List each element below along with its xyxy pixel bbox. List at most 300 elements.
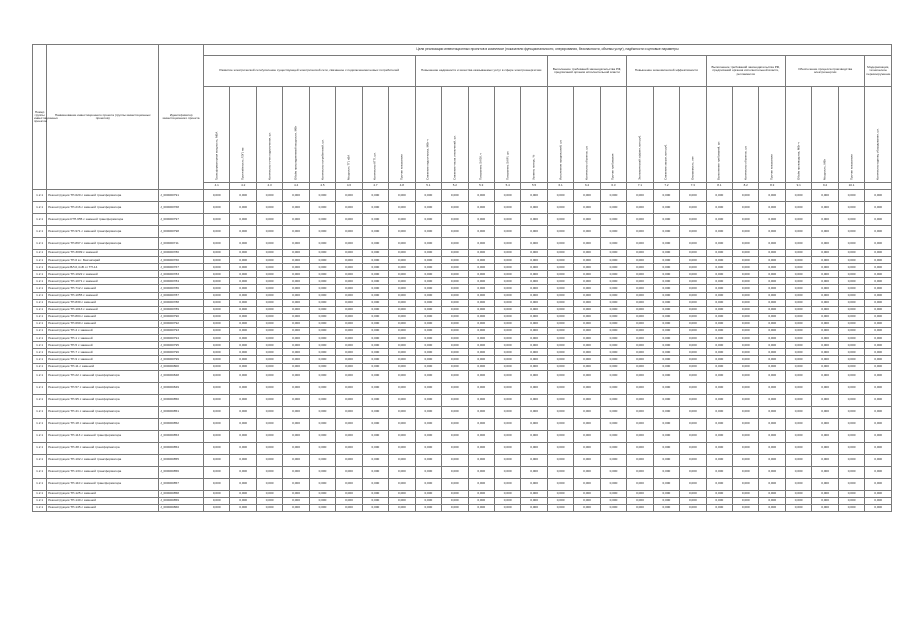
indicator-value: 0,000: [838, 313, 864, 320]
project-name: Реконструкция ТП-41 с заменой трансформатора: [47, 406, 159, 418]
indicator-value: 0,000: [627, 356, 653, 363]
project-name: Реконструкция ТП-3009 с заменой: [47, 250, 159, 257]
indicator-value: 0,000: [309, 320, 335, 327]
indicator-header: [336, 87, 362, 183]
indicator-value: 0,000: [283, 349, 309, 356]
indicator-value: 0,000: [203, 278, 229, 285]
indicator-value: 0,000: [230, 490, 256, 497]
indicator-value: 0,000: [865, 320, 892, 327]
indicator-value: 0,000: [494, 328, 520, 335]
indicator-value: 0,000: [547, 271, 573, 278]
indicator-value: 0,000: [680, 466, 706, 478]
row-number: 1.2.1: [33, 292, 47, 299]
indicator-value: 0,000: [389, 442, 415, 454]
indicator-value: 0,000: [494, 363, 520, 370]
indicator-value: 0,000: [309, 278, 335, 285]
indicator-value: 0,000: [283, 394, 309, 406]
indicator-header: [415, 87, 441, 183]
indicator-value: 0,000: [415, 342, 441, 349]
indicator-value: 0,000: [812, 299, 838, 306]
indicator-value: 0,000: [389, 335, 415, 342]
indicator-value: 0,000: [785, 430, 811, 442]
indicator-value: 0,000: [230, 497, 256, 504]
indicator-value: 0,000: [203, 202, 229, 214]
indicator-value: 0,000: [759, 335, 785, 342]
indicator-value: 0,000: [733, 363, 759, 370]
indicator-value: 0,000: [812, 382, 838, 394]
indicator-value: 0,000: [785, 313, 811, 320]
table-row: [33, 442, 892, 454]
indicator-value: 0,000: [415, 370, 441, 382]
row-number: 1.2.1: [33, 214, 47, 226]
indicator-header-text: Снижение затрат, млн руб.: [663, 143, 668, 180]
indicator-value: 0,000: [547, 257, 573, 264]
project-id: J_000000768: [159, 202, 204, 214]
indicator-value: 0,000: [309, 349, 335, 356]
indicator-value: 0,000: [785, 466, 811, 478]
indicator-value: 0,000: [785, 356, 811, 363]
indicator-value: 0,000: [230, 226, 256, 238]
indicator-value: 0,000: [230, 202, 256, 214]
table-row: [33, 328, 892, 335]
indicator-value: 0,000: [733, 190, 759, 202]
indicator-value: 0,000: [309, 190, 335, 202]
indicator-value: 0,000: [733, 306, 759, 313]
indicator-value: 0,000: [759, 349, 785, 356]
indicator-value: 0,000: [547, 356, 573, 363]
indicator-value: 0,000: [494, 202, 520, 214]
indicator-value: 0,000: [442, 335, 468, 342]
indicator-value: 0,000: [838, 490, 864, 497]
indicator-header-text: Количество объектов, шт.: [743, 145, 748, 180]
row-number: 1.2.1: [33, 363, 47, 370]
indicator-value: 0,000: [442, 264, 468, 271]
indicator-value: 0,000: [203, 335, 229, 342]
column-number: 5.2: [442, 183, 468, 190]
indicator-value: 0,000: [627, 306, 653, 313]
indicator-value: 0,000: [336, 478, 362, 490]
table-row: [33, 430, 892, 442]
table-row: [33, 238, 892, 250]
indicator-value: 0,000: [230, 250, 256, 257]
indicator-value: 0,000: [680, 257, 706, 264]
indicator-value: 0,000: [283, 292, 309, 299]
table-row: [33, 342, 892, 349]
indicator-value: 0,000: [415, 406, 441, 418]
indicator-value: 0,000: [442, 478, 468, 490]
indicator-value: 0,000: [680, 238, 706, 250]
indicator-value: 0,000: [230, 299, 256, 306]
indicator-value: 0,000: [680, 264, 706, 271]
indicator-value: 0,000: [812, 226, 838, 238]
indicator-value: 0,000: [627, 299, 653, 306]
indicator-value: 0,000: [547, 466, 573, 478]
indicator-value: 0,000: [336, 349, 362, 356]
indicator-value: 0,000: [547, 504, 573, 511]
indicator-value: 0,000: [627, 454, 653, 466]
indicator-value: 0,000: [415, 430, 441, 442]
indicator-value: 0,000: [574, 299, 600, 306]
indicator-value: 0,000: [653, 356, 679, 363]
indicator-value: 0,000: [785, 454, 811, 466]
indicator-value: 0,000: [785, 335, 811, 342]
indicator-value: 0,000: [521, 382, 547, 394]
indicator-value: 0,000: [230, 278, 256, 285]
indicator-value: 0,000: [653, 406, 679, 418]
indicator-value: 0,000: [838, 320, 864, 327]
indicator-value: 0,000: [389, 264, 415, 271]
indicator-value: 0,000: [362, 313, 388, 320]
indicator-value: 0,000: [759, 328, 785, 335]
indicator-value: 0,000: [600, 190, 626, 202]
indicator-value: 0,000: [653, 306, 679, 313]
indicator-value: 0,000: [494, 250, 520, 257]
indicator-value: 0,000: [838, 363, 864, 370]
indicator-value: 0,000: [812, 238, 838, 250]
indicator-value: 0,000: [680, 430, 706, 442]
indicator-value: 0,000: [680, 278, 706, 285]
indicator-value: 0,000: [838, 370, 864, 382]
project-name: Реконструкция ТП-1071 с заменой: [47, 278, 159, 285]
indicator-value: 0,000: [812, 264, 838, 271]
indicator-value: 0,000: [759, 363, 785, 370]
indicator-value: 0,000: [468, 466, 494, 478]
indicator-value: 0,000: [521, 442, 547, 454]
indicator-value: 0,000: [680, 320, 706, 327]
indicator-value: 0,000: [680, 490, 706, 497]
project-name: Реконструкция ТП-6 в г. Бахчисарай: [47, 257, 159, 264]
indicator-value: 0,000: [521, 394, 547, 406]
indicator-value: 0,000: [521, 292, 547, 299]
indicator-value: 0,000: [627, 394, 653, 406]
indicator-value: 0,000: [256, 335, 282, 342]
indicator-value: 0,000: [600, 271, 626, 278]
row-number: 1.2.1: [33, 442, 47, 454]
indicator-value: 0,000: [494, 490, 520, 497]
group-header: Выполнение требований законодательства РФ, предписаний органов исполнительной власти, регламентов: [706, 56, 785, 87]
indicator-header-text: Показатель SAIDI, ч: [478, 153, 483, 180]
indicator-value: 0,000: [203, 454, 229, 466]
indicator-value: 0,000: [574, 190, 600, 202]
project-name: Реконструкция ТП-1013 с заменой: [47, 306, 159, 313]
indicator-header: [230, 87, 256, 183]
indicator-value: 0,000: [759, 285, 785, 292]
indicator-value: 0,000: [521, 335, 547, 342]
indicator-value: 0,000: [759, 271, 785, 278]
indicator-value: 0,000: [680, 306, 706, 313]
indicator-value: 0,000: [362, 292, 388, 299]
indicator-value: 0,000: [812, 356, 838, 363]
indicator-value: 0,000: [468, 490, 494, 497]
row-number: 1.2.1: [33, 382, 47, 394]
indicator-value: 0,000: [627, 271, 653, 278]
indicator-value: 0,000: [283, 442, 309, 454]
indicator-header: [865, 87, 892, 183]
indicator-value: 0,000: [362, 478, 388, 490]
investment-projects-table: [32, 44, 892, 512]
table-row: [33, 257, 892, 264]
indicator-value: 0,000: [468, 363, 494, 370]
indicator-value: 0,000: [812, 292, 838, 299]
table-row: [33, 306, 892, 313]
indicator-value: 0,000: [494, 478, 520, 490]
indicator-value: 0,000: [600, 335, 626, 342]
indicator-value: 0,000: [600, 342, 626, 349]
indicator-value: 0,000: [706, 226, 732, 238]
row-number: 1.2.1: [33, 202, 47, 214]
indicator-value: 0,000: [574, 382, 600, 394]
indicator-value: 0,000: [521, 430, 547, 442]
table-row: [33, 382, 892, 394]
indicator-value: 0,000: [309, 442, 335, 454]
indicator-value: 0,000: [362, 504, 388, 511]
indicator-value: 0,000: [733, 226, 759, 238]
indicator-value: 0,000: [521, 406, 547, 418]
indicator-value: 0,000: [838, 497, 864, 504]
indicator-value: 0,000: [521, 257, 547, 264]
indicator-value: 0,000: [494, 306, 520, 313]
indicator-value: 0,000: [468, 313, 494, 320]
indicator-value: 0,000: [415, 335, 441, 342]
indicator-value: 0,000: [468, 335, 494, 342]
indicator-value: 0,000: [362, 299, 388, 306]
indicator-value: 0,000: [785, 504, 811, 511]
indicator-value: 0,000: [785, 285, 811, 292]
indicator-value: 0,000: [865, 257, 892, 264]
project-name: Реконструкция ТП-7 с заменой: [47, 349, 159, 356]
indicator-value: 0,000: [733, 370, 759, 382]
indicator-value: 0,000: [838, 278, 864, 285]
indicator-value: 0,000: [442, 226, 468, 238]
indicator-value: 0,000: [653, 349, 679, 356]
indicator-value: 0,000: [230, 335, 256, 342]
indicator-value: 0,000: [680, 190, 706, 202]
indicator-value: 0,000: [574, 504, 600, 511]
indicator-value: 0,000: [309, 418, 335, 430]
indicator-value: 0,000: [785, 306, 811, 313]
indicator-value: 0,000: [865, 313, 892, 320]
indicator-value: 0,000: [547, 299, 573, 306]
indicator-value: 0,000: [362, 454, 388, 466]
project-id: J_000000789: [159, 306, 204, 313]
column-number: [865, 183, 892, 190]
indicator-value: 0,000: [415, 271, 441, 278]
indicator-value: 0,000: [362, 490, 388, 497]
indicator-value: 0,000: [812, 271, 838, 278]
indicator-value: 0,000: [653, 313, 679, 320]
indicator-value: 0,000: [838, 238, 864, 250]
indicator-value: 0,000: [442, 238, 468, 250]
indicator-value: 0,000: [627, 497, 653, 504]
indicator-value: 0,000: [574, 292, 600, 299]
indicator-header: [759, 87, 785, 183]
indicator-value: 0,000: [336, 466, 362, 478]
project-id: J_000000800: [159, 363, 204, 370]
indicator-value: 0,000: [362, 335, 388, 342]
indicator-value: 0,000: [785, 320, 811, 327]
indicator-value: 0,000: [468, 382, 494, 394]
indicator-value: 0,000: [256, 292, 282, 299]
project-name: Реконструкция ТП-22 с заменой трансформатора: [47, 370, 159, 382]
indicator-value: 0,000: [865, 466, 892, 478]
indicator-value: 0,000: [362, 226, 388, 238]
indicator-value: 0,000: [203, 478, 229, 490]
indicator-header: [785, 87, 811, 183]
indicator-value: 0,000: [336, 418, 362, 430]
indicator-value: 0,000: [653, 382, 679, 394]
indicator-header-text: Количество КТП, шт.: [372, 152, 377, 180]
indicator-value: 0,000: [574, 214, 600, 226]
indicator-value: 0,000: [627, 328, 653, 335]
project-id: J_000000792: [159, 320, 204, 327]
indicator-value: 0,000: [468, 238, 494, 250]
indicator-value: 0,000: [600, 406, 626, 418]
indicator-value: 0,000: [627, 320, 653, 327]
indicator-value: 0,000: [759, 406, 785, 418]
indicator-value: 0,000: [256, 356, 282, 363]
indicator-value: 0,000: [521, 285, 547, 292]
indicator-value: 0,000: [865, 504, 892, 511]
indicator-value: 0,000: [309, 454, 335, 466]
indicator-value: 0,000: [309, 370, 335, 382]
indicator-value: 0,000: [442, 430, 468, 442]
indicator-value: 0,000: [283, 356, 309, 363]
indicator-value: 0,000: [706, 271, 732, 278]
indicator-header: [706, 87, 732, 183]
indicator-value: 0,000: [256, 342, 282, 349]
indicator-value: 0,000: [759, 490, 785, 497]
indicator-value: 0,000: [838, 226, 864, 238]
indicator-value: 0,000: [468, 285, 494, 292]
indicator-value: 0,000: [415, 226, 441, 238]
indicator-value: 0,000: [442, 299, 468, 306]
indicator-value: 0,000: [362, 257, 388, 264]
column-number: 4.1: [203, 183, 229, 190]
indicator-value: 0,000: [230, 454, 256, 466]
project-name: Реконструкция ТП-4 с заменой: [47, 328, 159, 335]
indicator-value: 0,000: [865, 190, 892, 202]
indicator-value: 0,000: [600, 370, 626, 382]
indicator-header-text: Мощность ТП, кВА: [346, 154, 351, 180]
indicator-value: 0,000: [442, 504, 468, 511]
indicator-value: 0,000: [812, 418, 838, 430]
indicator-value: 0,000: [706, 454, 732, 466]
indicator-value: 0,000: [600, 238, 626, 250]
indicator-value: 0,000: [865, 394, 892, 406]
group-header: Выполнение требований законодательства РФ, предписаний органов исполнительной власти: [547, 56, 626, 87]
indicator-value: 0,000: [865, 363, 892, 370]
indicator-value: 0,000: [865, 250, 892, 257]
indicator-value: 0,000: [494, 349, 520, 356]
row-number: 1.2.1: [33, 478, 47, 490]
indicator-value: 0,000: [389, 257, 415, 264]
indicator-value: 0,000: [574, 238, 600, 250]
indicator-value: 0,000: [494, 418, 520, 430]
indicator-value: 0,000: [653, 257, 679, 264]
indicator-value: 0,000: [733, 250, 759, 257]
indicator-value: 0,000: [838, 257, 864, 264]
indicator-value: 0,000: [600, 478, 626, 490]
indicator-value: 0,000: [309, 238, 335, 250]
indicator-value: 0,000: [283, 418, 309, 430]
indicator-value: 0,000: [733, 342, 759, 349]
table-row: [33, 335, 892, 342]
indicator-value: 0,000: [653, 466, 679, 478]
indicator-value: 0,000: [521, 418, 547, 430]
goals-banner: Цели реализации инвестиционных проектов в комплексе (показатели функциональности, оперирования, безопасности, объемы услуг), надёжности и ценовые параметры: [203, 45, 891, 56]
indicator-value: 0,000: [203, 349, 229, 356]
indicator-value: 0,000: [389, 497, 415, 504]
indicator-value: 0,000: [415, 382, 441, 394]
indicator-value: 0,000: [283, 250, 309, 257]
row-number: 1.2.1: [33, 418, 47, 430]
table-row: [33, 356, 892, 363]
indicator-value: 0,000: [336, 214, 362, 226]
indicator-value: 0,000: [706, 320, 732, 327]
indicator-value: 0,000: [785, 292, 811, 299]
indicator-value: 0,000: [203, 382, 229, 394]
column-number: 5.5: [521, 183, 547, 190]
indicator-value: 0,000: [283, 278, 309, 285]
indicator-value: 0,000: [733, 320, 759, 327]
indicator-value: 0,000: [336, 250, 362, 257]
indicator-value: 0,000: [574, 226, 600, 238]
indicator-value: 0,000: [415, 504, 441, 511]
indicator-value: 0,000: [494, 278, 520, 285]
indicator-value: 0,000: [468, 306, 494, 313]
indicator-value: 0,000: [812, 335, 838, 342]
indicator-value: 0,000: [256, 250, 282, 257]
indicator-value: 0,000: [838, 504, 864, 511]
indicator-value: 0,000: [600, 490, 626, 497]
indicator-value: 0,000: [256, 257, 282, 264]
indicator-value: 0,000: [362, 382, 388, 394]
indicator-value: 0,000: [706, 278, 732, 285]
indicator-value: 0,000: [389, 238, 415, 250]
indicator-value: 0,000: [653, 442, 679, 454]
indicator-value: 0,000: [733, 299, 759, 306]
indicator-value: 0,000: [521, 363, 547, 370]
table-row: [33, 466, 892, 478]
indicator-value: 0,000: [838, 394, 864, 406]
table-row: [33, 271, 892, 278]
indicator-value: 0,000: [389, 382, 415, 394]
indicator-value: 0,000: [759, 214, 785, 226]
indicator-value: 0,000: [812, 442, 838, 454]
indicator-value: 0,000: [494, 442, 520, 454]
indicator-header-text: Снижение недоотпуска, МВт·ч: [425, 139, 430, 180]
indicator-value: 0,000: [230, 406, 256, 418]
indicator-value: 0,000: [362, 320, 388, 327]
indicator-value: 0,000: [733, 238, 759, 250]
indicator-value: 0,000: [706, 328, 732, 335]
indicator-value: 0,000: [415, 490, 441, 497]
indicator-value: 0,000: [442, 202, 468, 214]
column-number: 4.2: [230, 183, 256, 190]
indicator-value: 0,000: [521, 202, 547, 214]
row-number: 1.2.1: [33, 356, 47, 363]
indicator-value: 0,000: [812, 497, 838, 504]
project-id: J_000000787: [159, 292, 204, 299]
indicator-value: 0,000: [759, 278, 785, 285]
project-name: Реконструкция ТП-102 с заменой трансформатора: [47, 454, 159, 466]
indicator-value: 0,000: [574, 335, 600, 342]
indicator-value: 0,000: [733, 271, 759, 278]
indicator-value: 0,000: [415, 497, 441, 504]
indicator-value: 0,000: [442, 278, 468, 285]
indicator-value: 0,000: [442, 497, 468, 504]
indicator-header-text: Объём присоединяемой мощности, МВт: [293, 125, 298, 180]
